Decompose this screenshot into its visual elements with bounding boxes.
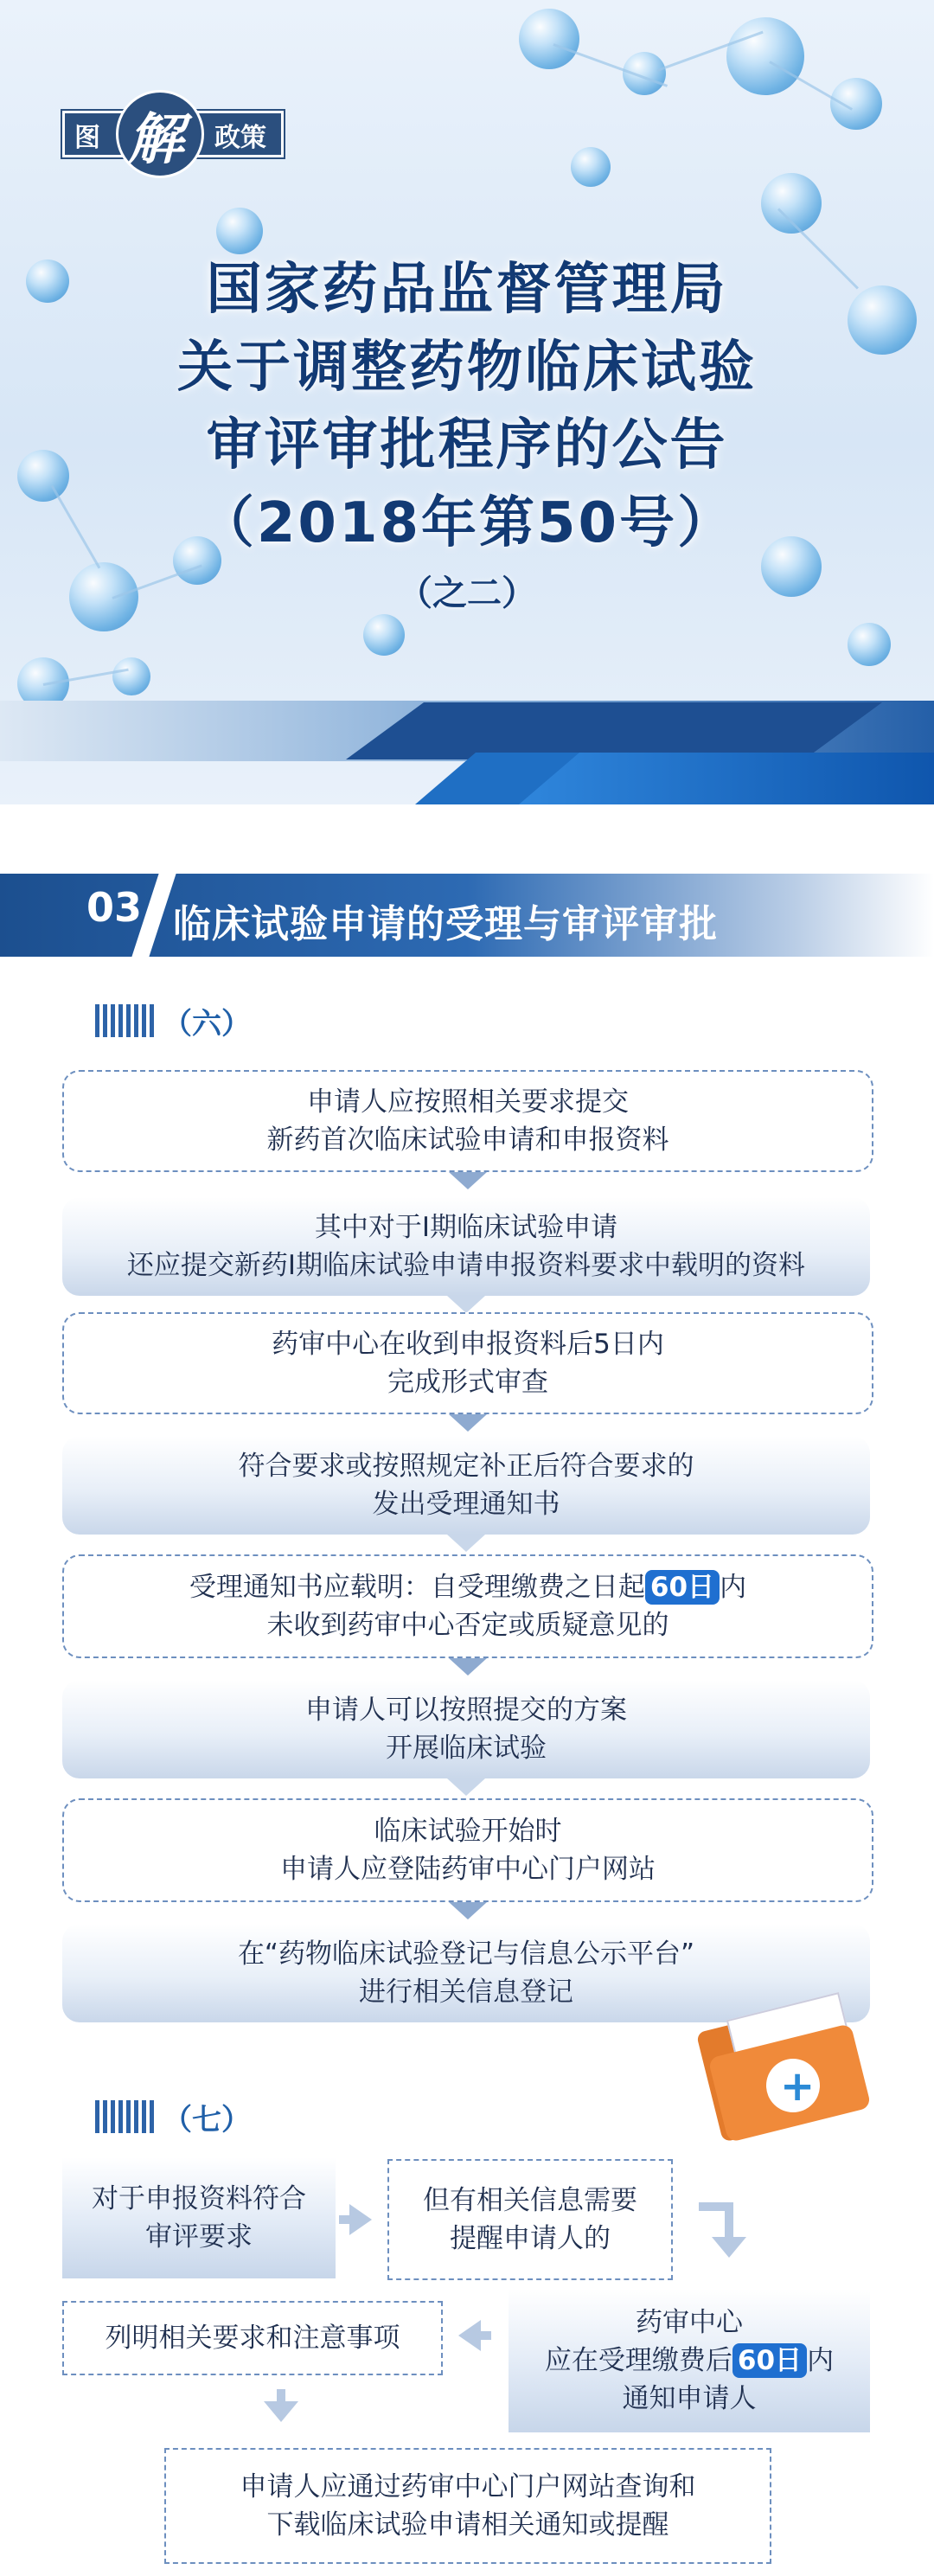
- arrow-stem: [725, 2202, 733, 2237]
- barcode-icon: [95, 1004, 156, 1037]
- medical-folder-icon: [699, 2005, 872, 2135]
- flow-step-line: 申请人可以按照提交的方案: [305, 1695, 627, 1726]
- flow-step: [62, 1312, 873, 1414]
- logo-text-right: 政策: [214, 123, 266, 153]
- page-title: [0, 251, 934, 619]
- molecule-decoration: [519, 9, 579, 69]
- flow-step-line: 申请人应按照相关要求提交: [307, 1086, 629, 1118]
- flow-cell-line: 通知申请人: [622, 2383, 757, 2414]
- subheading-label: （六）: [163, 1006, 251, 1041]
- flow-step: [62, 1798, 873, 1902]
- highlight-badge: 60日: [645, 1570, 720, 1605]
- flow-step: [62, 1436, 870, 1535]
- flow-step-line: 申请人应登陆药审中心门户网站: [280, 1854, 656, 1885]
- flow-cell-text: 内: [807, 2345, 835, 2376]
- arrow-stem: [479, 2331, 491, 2340]
- subheading-part6: [95, 999, 251, 1042]
- arrow-stem: [277, 2389, 285, 2401]
- flow-cell-text: 应在受理缴费后: [544, 2345, 732, 2376]
- arrow-down-icon: [264, 2401, 298, 2422]
- flow-cell: [509, 2289, 870, 2432]
- flow-cell-line: 列明相关要求和注意事项: [105, 2323, 400, 2354]
- molecule-decoration: [216, 208, 263, 254]
- flow-step-line: 发出受理通知书: [372, 1489, 560, 1520]
- arrow-down-icon: [449, 1658, 487, 1676]
- highlight-badge: 60日: [732, 2343, 807, 2378]
- subheading-part7: [95, 2095, 251, 2138]
- flow-step-line: 新药首次临床试验申请和申报资料: [266, 1125, 669, 1156]
- flow-cell-line: [509, 2342, 870, 2380]
- flow-cell: [387, 2159, 673, 2280]
- decor-stripe: [346, 702, 882, 759]
- arrow-stem: [339, 2215, 351, 2224]
- flow-step-line: 进行相关信息登记: [359, 1977, 573, 2008]
- molecule-decoration: [112, 657, 150, 695]
- section-title: 临床试验申请的受理与审评审批: [173, 902, 718, 946]
- molecule-decoration: [363, 614, 405, 656]
- flow-step-line: 临床试验开始时: [374, 1816, 562, 1847]
- flow-cell: [62, 2157, 336, 2278]
- molecule-decoration: [726, 17, 804, 95]
- decor-stripe: [519, 753, 934, 804]
- arrow-down-icon: [449, 1172, 487, 1189]
- arrow-down-icon: [447, 1296, 485, 1313]
- section-number: 03: [86, 884, 143, 931]
- flow-cell-line: 申请人应通过药审中心门户网站查询和: [240, 2471, 696, 2502]
- flow-cell-line: 药审中心: [636, 2307, 743, 2338]
- logo-text-left: 图: [74, 123, 100, 153]
- flow-cell-line: 下载临床试验申请相关通知或提醒: [266, 2509, 669, 2541]
- flow-cell-line: 审评要求: [145, 2221, 253, 2252]
- arrow-right-icon: [349, 2204, 372, 2235]
- arrow-left-icon: [458, 2320, 481, 2351]
- title-line-1: 国家药品监督管理局: [206, 258, 728, 322]
- flow-step-line: 完成形式审查: [387, 1367, 548, 1398]
- brand-logo: [62, 102, 278, 172]
- arrow-down-icon: [447, 1778, 485, 1796]
- molecule-decoration: [830, 78, 882, 130]
- flow-step-line: 还应提交新药Ⅰ期临床试验申请申报资料要求中载明的资料: [126, 1250, 806, 1281]
- title-line-3: 审评审批程序的公告: [206, 413, 728, 477]
- title-line-4: （2018年第50号）: [198, 491, 736, 555]
- flow-step-line: 符合要求或按照规定补正后符合要求的: [238, 1451, 694, 1482]
- flow-cell: [62, 2301, 443, 2375]
- flow-step: [62, 1554, 873, 1658]
- flow-cell-line: 提醒申请人的: [450, 2223, 611, 2254]
- flow-step-line: [64, 1568, 872, 1606]
- arrow-down-icon: [712, 2237, 746, 2258]
- flow-step-text: 内: [720, 1572, 747, 1603]
- hero-banner: [0, 0, 934, 804]
- flow-step-line: 在“药物临床试验登记与信息公示平台”: [237, 1938, 695, 1970]
- flow-cell: [164, 2448, 771, 2564]
- title-line-2: 关于调整药物临床试验: [177, 336, 757, 400]
- flow-step: [62, 1197, 870, 1296]
- subheading-label: （七）: [163, 2102, 251, 2137]
- arrow-down-icon: [449, 1902, 487, 1919]
- flow-step-line: 其中对于Ⅰ期临床试验申请: [314, 1212, 618, 1243]
- flow-cell-line: 但有相关信息需要: [423, 2185, 637, 2216]
- section-header: [0, 874, 934, 960]
- flow-step: [62, 1680, 870, 1778]
- flow-step-line: 药审中心在收到申报资料后5日内: [272, 1329, 664, 1360]
- flow-cell-line: 对于申报资料符合: [92, 2183, 306, 2214]
- flow-step: [62, 1070, 873, 1172]
- logo-text-big: 解: [128, 108, 183, 172]
- arrow-down-icon: [447, 1535, 485, 1552]
- flow-step-text: 受理通知书应载明：自受理缴费之日起: [189, 1572, 645, 1603]
- flow-step-line: 开展临床试验: [386, 1733, 547, 1764]
- flow-step-line: 未收到药审中心否定或质疑意见的: [266, 1610, 669, 1641]
- molecule-decoration: [848, 623, 891, 666]
- plus-icon: +: [780, 2062, 816, 2111]
- barcode-icon: [95, 2100, 156, 2133]
- molecule-decoration: [571, 147, 611, 187]
- title-subtitle: （之二）: [398, 574, 536, 613]
- arrow-down-icon: [449, 1414, 487, 1432]
